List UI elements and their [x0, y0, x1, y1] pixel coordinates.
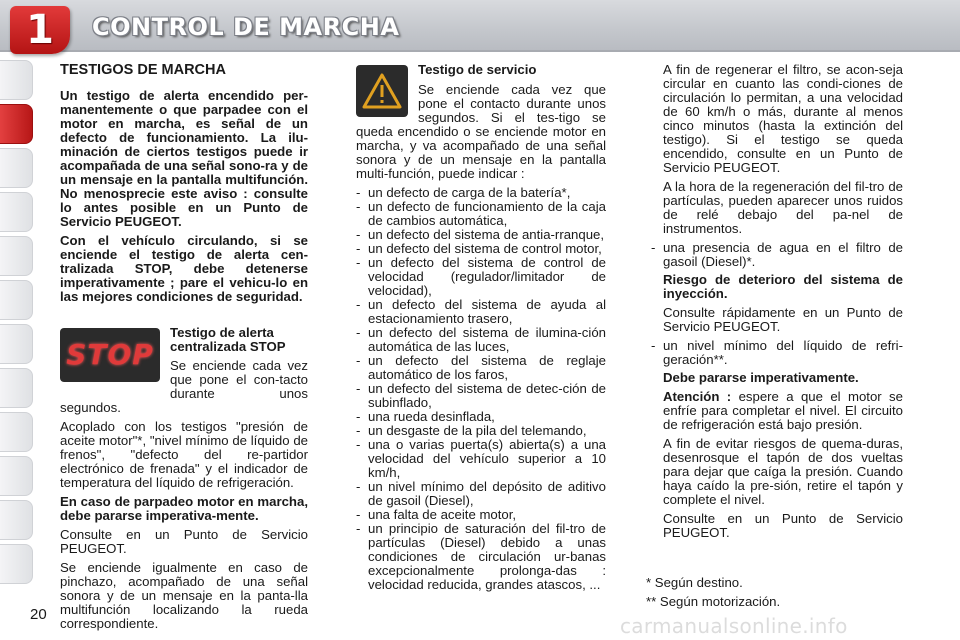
stop-heading: Testigo de alerta centralizada STOP: [170, 325, 286, 354]
page-title: CONTROL DE MARCHA: [92, 13, 400, 41]
chapter-tab-active[interactable]: [0, 104, 33, 144]
list-item: - un defecto de carga de la batería*,: [356, 186, 606, 200]
list-item: - un principio de saturación del fil-tro de partículas (Diesel) debido a unas condiciones de circulación ur-banas excepcionalmente prolonga-das : velocidad reducida, grandes atascos, ...: [356, 522, 606, 592]
chapter-tab[interactable]: [0, 280, 33, 320]
chapter-tab[interactable]: [0, 324, 33, 364]
stop-instruction: Con el vehículo circulando, si se enciende el testigo de alerta cen-tralizada STOP, debe detenerse imperativamente ; pare el vehicu-lo en las mejores condiciones de seguridad.: [60, 233, 308, 304]
burn-warning: A fin de evitar riesgos de quema-duras, desenrosque el tapón de dos vueltas para dejar que caíga la presión. Cuando haya caído la pre-sión, retire el tapón y complete el nivel.: [663, 436, 903, 507]
middle-column: [356, 63, 606, 596]
warning-triangle-icon: [362, 73, 402, 109]
list-item: - un nivel mínimo del depósito de aditivo de gasoil (Diesel),: [356, 480, 606, 508]
right-column: [651, 63, 903, 545]
section-title: TESTIGOS DE MARCHA: [60, 62, 226, 78]
attention-label: Atención :: [663, 389, 732, 404]
list-item: - un nivel mínimo del líquido de refri-geración**.: [651, 339, 903, 367]
list-item: - un desgaste de la pila del telemando,: [356, 424, 606, 438]
watermark: carmanualsonline.info: [620, 614, 848, 638]
chapter-tab[interactable]: [0, 192, 33, 232]
chapter-tabs: [0, 60, 34, 588]
service-heading: Testigo de servicio: [418, 62, 537, 77]
right-fault-list-2: [651, 339, 903, 367]
regeneration-text: A fin de regenerar el filtro, se acon-seja circular en cuanto las condi-ciones de circulación lo permitan, a una velocidad de 60 km/h o más, durante al menos cinco minutos (hasta la extinción del testigo). Si el testigo se queda encendido, consulte en un Punto de Servicio PEUGEOT.: [663, 62, 903, 175]
consult-text: Consulte en un Punto de Servicio PEUGEOT.: [60, 527, 308, 556]
coupled-description: Acoplado con los testigos "presión de aceite motor"*, "nivel mínimo de líquido de frenos", "defecto del re-partidor electrónico de frenada" y el indicador de temperatura del líquido de refrigeración.: [60, 419, 308, 490]
chapter-tab[interactable]: [0, 236, 33, 276]
list-item: - un defecto del sistema de ayuda al estacionamiento trasero,: [356, 298, 606, 326]
chapter-tab[interactable]: [0, 412, 33, 452]
service-intro: Se enciende cada vez que pone el contacto durante unos segundos. Si el tes-tigo se queda encendido o se enciende motor en marcha, y va acompañado de una señal sonora y de un mensaje en la pantalla multi-función, puede indicar :: [356, 82, 606, 181]
left-column: [60, 63, 308, 636]
stop-warning-icon: [60, 328, 160, 382]
water-consult: Consulte rápidamente en un Punto de Servicio PEUGEOT.: [663, 305, 903, 334]
list-item: - un defecto del sistema de antia-rranque,: [356, 228, 606, 242]
chapter-tab[interactable]: [0, 500, 33, 540]
list-item: - una o varias puerta(s) abierta(s) a una velocidad del vehículo superior a 10 km/h,: [356, 438, 606, 480]
chapter-tab[interactable]: [0, 148, 33, 188]
chapter-badge: 1: [10, 6, 70, 54]
footnotes: [646, 573, 780, 611]
blink-warning: En caso de parpadeo motor en marcha, debe pararse imperativa-mente.: [60, 494, 308, 523]
chapter-tab[interactable]: [0, 456, 33, 496]
stop-icon-label: STOP: [66, 338, 154, 371]
list-item: - un defecto del sistema de control motor,: [356, 242, 606, 256]
service-warning-icon: [356, 65, 408, 117]
attention-text: espere a que el motor se enfríe para completar el nivel. El circuito de refrigeración está bajo presión.: [663, 389, 903, 432]
list-item: - una falta de aceite motor,: [356, 508, 606, 522]
attention-note: [651, 390, 903, 432]
page-number: 20: [30, 606, 47, 623]
final-consult: Consulte en un Punto de Servicio PEUGEOT.: [663, 511, 903, 540]
intro-warning: Un testigo de alerta encendido per-manentemente o que parpadee con el motor en marcha, es señal de un defecto de funcionamiento. La ilu-minación de ciertos testigos puede ir acompañada de una señal sono-ra y de un mensaje en la pantalla multifunción. No menosprecie este aviso : consulte lo antes posible en un Punto de Servicio PEUGEOT.: [60, 88, 308, 229]
list-item: - un defecto del sistema de ilumina-ción automática de las luces,: [356, 326, 606, 354]
list-item: - una presencia de agua en el filtro de gasoil (Diesel)*.: [651, 241, 903, 269]
chapter-tab[interactable]: [0, 60, 33, 100]
service-fault-list: [356, 186, 606, 592]
list-item: - un defecto del sistema de detec-ción de subinflado,: [356, 382, 606, 410]
list-item: - una rueda desinflada,: [356, 410, 606, 424]
header-divider: [0, 50, 960, 52]
injection-risk: Riesgo de deterioro del sistema de inyección.: [663, 272, 903, 301]
chapter-tab[interactable]: [0, 368, 33, 408]
puncture-text: Se enciende igualmente en caso de pinchazo, acompañado de una señal sonora y de un mensaje en la panta-lla multifunción localizando la rueda correspondiente.: [60, 560, 308, 631]
chapter-tab[interactable]: [0, 544, 33, 584]
stop-description: Se enciende cada vez que pone el con-tacto durante unos segundos.: [60, 358, 308, 415]
footnote-destination: * Según destino.: [646, 575, 743, 590]
list-item: - un defecto del sistema de reglaje automático de los faros,: [356, 354, 606, 382]
coolant-stop-warning: Debe pararse imperativamente.: [663, 370, 859, 385]
regeneration-noise-text: A la hora de la regeneración del fil-tro de partículas, pueden aparecer unos ruidos de relé debajo del pa-nel de instrumentos.: [663, 179, 903, 236]
footnote-engine: ** Según motorización.: [646, 594, 781, 609]
right-fault-list: [651, 241, 903, 269]
list-item: - un defecto de funcionamiento de la caja de cambios automática,: [356, 200, 606, 228]
list-item: - un defecto del sistema de control de velocidad (regulador/limitador de velocidad),: [356, 256, 606, 298]
